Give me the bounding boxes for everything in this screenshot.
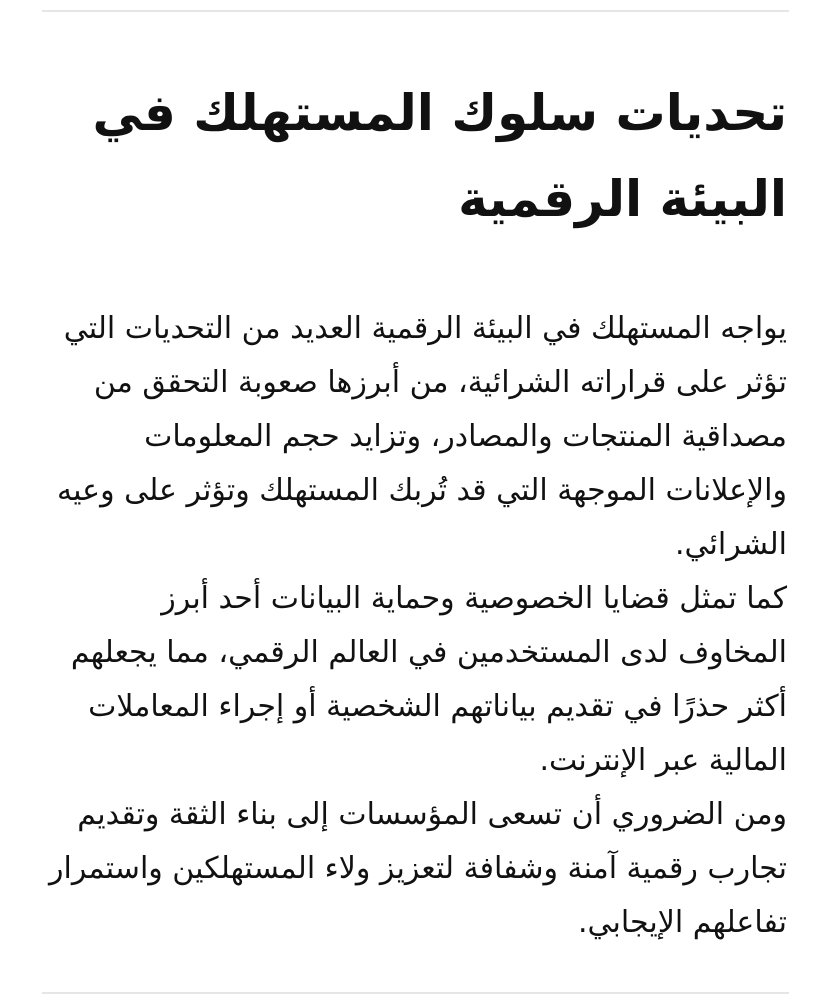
- bottom-divider: [42, 992, 789, 994]
- article-title: تحديات سلوك المستهلك في البيئة الرقمية: [92, 84, 787, 228]
- article: [48, 70, 787, 950]
- paragraph-challenges: يواجه المستهلك في البيئة الرقمية العديد من التحديات التي تؤثر على قراراته الشرائية، من أبرزها صعوبة التحقق من مصداقية المنتجات والمصادر، وتزايد حجم المعلومات والإعلانات الموجهة التي قد تُربك المستهلك وتؤثر على وعيه الشرائي.: [57, 311, 787, 562]
- paragraph-privacy: كما تمثل قضايا الخصوصية وحماية البيانات أحد أبرز المخاوف لدى المستخدمين في العالم الرقمي، مما يجعلهم أكثر حذرًا في تقديم بياناتهم الشخصية أو إجراء المعاملات المالية عبر الإنترنت.: [70, 581, 787, 778]
- top-divider: [42, 10, 789, 12]
- article-body: [48, 302, 787, 950]
- paragraph-trust: ومن الضروري أن تسعى المؤسسات إلى بناء الثقة وتقديم تجارب رقمية آمنة وشفافة لتعزيز ولاء المستهلكين واستمرار تفاعلهم الإيجابي.: [49, 797, 787, 940]
